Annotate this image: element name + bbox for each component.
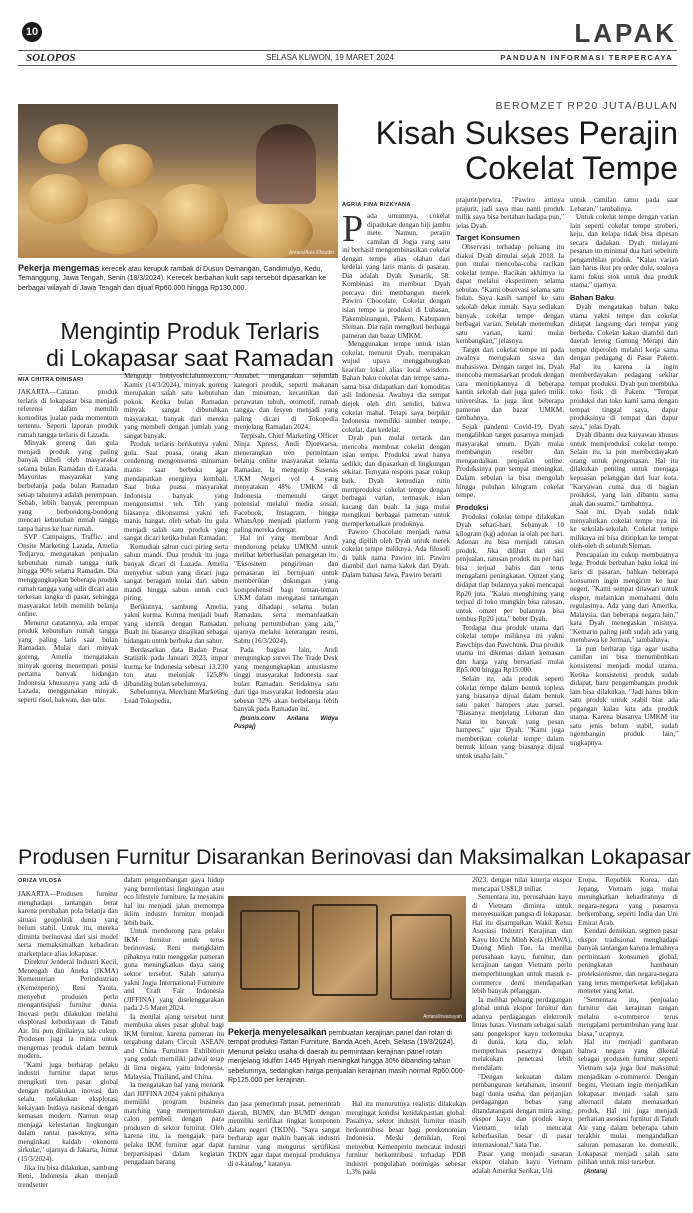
photo-person	[256, 124, 316, 204]
paragraph: Berdasarkan data Badan Pusat Statistik pada Januari 2023, impor kurma ke Indonesia sebesar 13.230 ton atau melonjak 125,8% dibanding bulan sebelumnya.	[124, 645, 228, 688]
headline-line: Kisah Sukses Perajin	[375, 115, 678, 151]
paragraph: dalam pengembangan gaya hidup yang berorientasi lingkungan atau eco lifestyle furniture. Ia meyakini hal itu menjadi jalan memompa iklim industri furnitur menjadi lebih baik.	[124, 876, 224, 927]
story-headline	[40, 318, 340, 372]
headline-line: Mengintip Produk Terlaris	[60, 318, 320, 344]
newspaper-brand: SOLOPOS	[26, 52, 76, 64]
article-column	[578, 876, 678, 1208]
paragraph: Kemudian sabun cuci piring serta sabun mandi. Dua produk itu juga banyak dicari di Lazada. Amelia menyebut sabun yang dicari juga sangat beragam mulai dari sabun mandi hingga sabun untuk cuci piring.	[124, 542, 228, 603]
photo-bowl	[98, 144, 153, 189]
photo-frame	[390, 914, 452, 1000]
dateline: SELASA KLIWON, 19 MARET 2024	[266, 53, 394, 62]
paragraph: Produksi cokelat tempe dilakukan Dyah sehari-hari. Sebanyak 10 kilogram (kg) adonan ia olah per hari. Adonan itu bisa menjadi ratusan produk. Jika dilihat dari sisi penjualan, ratusan produk itu per hari bisa terjual habis dan terus mengalami peningkatan. Omzet yang didapat tiap bulannya yakni mencapai Rp20 juta. "Kalau menghitung yang terjual di toko mungkin bisa ratusan, untuk omzet per bulannya bisa tembus Rp20 juta," beber Dyah.	[456, 512, 564, 624]
paragraph: Eropa, Republik Korea, dan Jepang. Vietnam juga mulai meningkatkan kehadirannya di negara-negara yang pasarnya berkembang, seperti India dan Uni Emirat Arab.	[578, 876, 678, 927]
paragraph: Ia pun berharap tiga agar usaha camilan ini bisa menumbuhkan konsistensi menjadi modal utama. Ketika konsistensi produk sudah didapat, baru pengembangan produk lain bisa dilakukan. "Jadi harus bikin satu produk untuk stabil biar ada pegangan kalau kita ada produk utama. Karena biasanya UMKM itu satu jenis belum stabil, sudah ngembangin produk lain," ungkapnya.	[570, 644, 678, 747]
article-column	[124, 372, 228, 833]
paragraph: "Dengan kekuatan dalam pembangunan ketahanan, insentif bagi dunia usaha, dan perjanjian perdagangan bebas yang ditandatangani dengan mitra asing, ekspor kayu dan produk kayu Vietnam telah mencatat keberhasilan besar di pasar internasional," kata Tue.	[472, 1072, 572, 1149]
story-headline: Produsen Furnitur Disarankan Berinovasi dan Maksimalkan Lokapasar	[18, 845, 691, 869]
photo-frame	[240, 910, 300, 990]
paragraph: Terpisah, Chief Marketing Officer Ninja Xpress, Andi Djoewarsa, menerangkan tren permintaan belanja online masyarakat selama Ramadan. Ia mengutip Susenas UKM Negeri vol 4 yang menyatakan 48% UMKM di Indonesia memenuhi target potensial melalui media sosial, Facebook, Instagram, hingga WhatsApp menjadi platform yang paling mereka dengar.	[234, 431, 338, 534]
paragraph: SVP Campaigns, Traffic, and Onsite Marketing Lazada, Amelia Tedjaryo, mengatakan penjualan kebutuhan rumah tangga naik hingga 90% selama Ramadan. Dia menggungkapkan beberapa produk rumah tangga yang sulit dicari atau terkesan langka di pasar, sehingga masyarakat lebih memilih belanja online.	[18, 533, 118, 619]
paragraph: Saat ini, Dyah sudah tidak menyalurkan cokelat tempe nya ini ke sekolah-sekolah. Cokelat tempe miliknya ini bisa dititipkan ke tempat oleh-oleh di seluruh Sleman.	[570, 508, 678, 551]
caption-lead: Pekerja mengemas	[18, 263, 100, 273]
paragraph: Ia menilai ajang tersebut turut membuka akses pasar global bagi IKM furnitur, karena pameran itu tergabung dalam Circuit ASEAN and China Furniture Exhibition yang sudah memiliki jadwal tetap di lima negara, yaitu Indonesia, Malaysia, Thailand, and China.	[124, 1012, 224, 1081]
paragraph: Sebelumnya, Merchant Marketing Lead Tokopedia,	[124, 688, 228, 705]
story-headline	[350, 116, 678, 186]
story-sign: (bisnis.com/	[240, 715, 276, 722]
paragraph: Observasi terhadap peluang itu diakui Dyah dimulai sejak 2018. Ia pun mulai mencoba-coba racikan cokelat tempe. Racikan akhirnya ia dapat melalui eksperimen selama sebulan. "Kami observasi selama satu bulan. Saya kasih sampel ke satu sekolah dekat rumah. Saya sediakan banyak cokelat tempe dengan berbagai varian. Setelah menemukan satu varian, kami mulai kembangkan," jelasnya.	[456, 243, 564, 346]
paragraph: JAKARTA—Produsen furnitur menghadapi tantangan berat karena perubahan pola belanja dan situasi geopolitik dunia yang belum stabil. Untuk itu, mereka diminta berinovasi dari sisi model serta memaksimalkan kehadiran marketplace alias lokapasar.	[18, 890, 118, 958]
paragraph: 2023, dengan nilai kinerja ekspor mencapai US$1,8 miliar.	[472, 876, 572, 893]
article-column	[346, 1100, 466, 1208]
paragraph: Selain itu, ada produk seperti cokelat tempe dalam bentuk topless yang biasanya dijual dalam bentuk satu paket hampers atau parsel. "Biasanya menjelang Lebaran dan Natal itu banyak yang pesan hampers," ujar Dyah. "Kami juga memberikan cokelat tempe dalam bentuk kiloan yang biasanya dijual untuk usaha lain."	[456, 674, 564, 760]
photo-caption	[228, 1026, 466, 1086]
paragraph: Ia mengatakan hal yang menarik dari JIFFINA 2024 yakni pihaknya memiliki program business matching yang mempertemukan calon pembeli dengan para produsen di sektor furnitur. Oleh karena itu, ia mengajak para pelaku IKM furnitur agar dapat berpartisipasi dalam kegiatan pengadaan barang	[124, 1081, 224, 1167]
page-number: 10	[22, 22, 42, 42]
paragraph: ada umumnya, cokelat dipadukan dengan biji jambu mete. Namun, perajin camilan di Jogja yang satu ini berhasil mengombinasikan cokelat dengan tempe alias olahan dari kedelai yang laris manis di pasaran. Dia adalah Dyah Sunarik, 58. Kombinasi itu membuat Dyah percaya diri membangun merek Pawiro Chocolate. Cokelat dengan isian tempe ia produksi di Lubasan, Pakembinangun, Pakem, Kabupaten Sleman. Dia rajin mengikuti berbagai pameran dan bazar UMKM.	[342, 212, 450, 340]
story-kicker: BEROMZET RP20 JUTA/BULAN	[495, 100, 678, 112]
paragraph: Produk terlaris berikutnya yakni gula. Saat puasa, orang akan cenderung mengonsumsi minuman manis saat berbuka agar mendapatkan energinya kembali. Saat buka puasa masyarakat Indonesia banyak yang mengonsumsi teh. Teh yang biasanya dikonsumsi yakni teh manis hangat, oleh sebab itu gula menjadi salah satu produk yang sangat dicari ketika bulan Ramadan.	[124, 440, 228, 543]
headline-line: di Lokapasar saat Ramadan	[46, 345, 334, 371]
paragraph: Kendati demikian, segmen pasar ekspor tradisional menghadapi banyak tantangan karena lemahnya permintaan konsumen global, peningkatan hambatan proteksionisme, dan negara-negara yang terus memperketat kebijakan moneter yang ketat.	[578, 927, 678, 996]
paragraph: Pawiro Chocolate menjadi nama yang dipilih oleh Dyah untuk merek cokelat tempe miliknya. Ada filosofi di balik nama Pawiro ini. Pawiro diambil dari nama kakek dari Dyah. Dalam bahasa Jawa, Pawiro berarti	[342, 528, 450, 579]
photo-rattan-workers	[228, 896, 466, 1022]
paragraph: untuk camilan tamu pada saat Lebaran," tambahnya.	[570, 196, 678, 213]
drop-cap: P	[342, 212, 364, 250]
paragraph: Berikutnya, sambung Amelia, yakni kurma. Kurma menjadi buah yang identik dengan Ramadan. Buah ini biasanya disajikan sebagai hidangan untuk berbuka dan sahur.	[124, 602, 228, 645]
caption-lead: Pekerja menyelesaikan	[228, 1027, 327, 1037]
article-column	[342, 212, 450, 832]
story-byline: AGRIA FINA RIZKYANA	[342, 202, 411, 208]
brand-row	[18, 50, 677, 66]
masthead	[0, 0, 693, 72]
article-column	[570, 196, 678, 832]
paragraph	[234, 714, 338, 731]
story-byline: MIA CHITRA DINISARI	[18, 377, 84, 383]
paragraph: Dyah dibantu dua karyawan khusus untuk memproduksi cokelat tempe. Selain itu, ia pun memberdayakan orang untuk pengemasan. Hal itu dilakukan penting untuk menjaga kepuasan pelanggan dari luar kota. "Karyawan cuma dua di bagian produksi, yang lain dibantu sama anak dan suami," tambahnya.	[570, 431, 678, 508]
subheading: Produksi	[456, 502, 489, 512]
article-column	[124, 876, 224, 1208]
caption-text: kerecek atau kerupuk rambak di Dusun Demangan, Candimulyo, Kedu, Temanggung, Jawa Tengah, Senin (18/3/2024). Kerecek berbahan kulit sapi tersebut dipasarkan ke berbagai wilayah di Jawa Tengah dan dijual Rp60.000 hingga Rp130.000.	[18, 266, 327, 292]
paragraph: Minyak goreng dan gula menjadi produk yang paling banyak dibeli oleh masyarakat selama bulan Ramadan di Lazada. Mayoritas masyarakat yang berbelanja pada bulan Ramadan setiap tahunnya adalah perempuan. Sebab, lebih banyak perempuan yang berbondong-bondong mencari kebutuhan rumah tangga tanpa harus ke luar rumah.	[18, 439, 118, 533]
story-sign: (Antara)	[584, 1168, 608, 1175]
paragraph: Pasar yang menjadi sasaran ekspor olahan kayu Vietnam adalah Amerika Serikat, Uni	[472, 1149, 572, 1175]
headline-line: Cokelat Tempe	[465, 150, 678, 186]
paragraph: Direktur Jenderal Industri Kecil, Menengah dan Aneka (IKMA) Kementerian Perindustrian (Kemenperin), Reni Yanita, menyebut produsen perlu mengantisipasi furnitur dunia. Inovasi perlu dilakukan melalui eksplorasi kebudayaan di Tanah Air. Itu pun dinilainya tak cukup. Produsen juga ia minta untuk mengemas produk dalam bentuk modern.	[18, 958, 118, 1061]
photo-bowl	[28, 174, 88, 224]
paragraph: dan jasa pemerintah pusat, pemerintah daerah, BUMN, dan BUMD dengan memiliki sertifikat tingkat komponen dalam negeri (TKDN). "Saya sangat berharap agar makin banyak industri furnitur yang mengurus sertifikasi TKDN agar dapat menjual produknya di e-katalog," katanya.	[228, 1100, 340, 1168]
paragraph: "Kami juga berharap pelaku industri furnitur dapat terus mengikuti tren pasar global dengan melakukan inovasi dan selalu melakukan eksplorasi kekayaan budaya nasional dengan kemasan modern. Namun tetap menjaga kelestarian lingkungan dalam rantai pasoknya, serta menginkati kaidah ekonomi sirkular," ujarnya di Jakarta, Jumat (15/3/2024).	[18, 1060, 118, 1163]
article-column	[228, 1100, 340, 1208]
paragraph: Untuk mendorong para pelaku IKM furnitur untuk terus berinovasi, Reni mengklaim pihaknya rutin menggelar pameran guna meningkatkan daya saing sektor tersebut. Salah satunya yakni Jogja International Furniture and Craft Fair Indonesia (JIFFINA) yang diselenggarakan pada 2-5 Maret 2024.	[124, 927, 224, 1013]
paragraph: Terdapat dua produk utama dari cokelat tempe miliknya ini yakni Pawchips dan Pawchunk. Dua produk utama ini dikemas dalam kemasan dan harga yang bervariasi mulai Rp5.000 hingga Rp15.000.	[456, 623, 564, 675]
caption-text: pembuatan kerajinan panel dari rotan di tempat produksi Tattan Furniture, Banda Aceh, Aceh, Selasa (19/3/2024). Menurut pelaku usaha di daerah itu permintaan kerajinan panel rotan menjelang Idulfitri 1445 Hijriyah meningkat hingga 30% dibanding tahun sebelumnya, sedangkan harga penjualan kerajinan masih normal Rp60.000-Rp125.000 per kerajinan.	[228, 1030, 465, 1085]
photo-frame	[312, 904, 378, 996]
photo-credit: Antara/Anis Efizudin	[288, 250, 334, 256]
paragraph: Dyah mengatakan bahan baku utama yakni tempe dan cokelat didapat langsung dari tempat yang berbeda. Cokelat kakao diambil dari daerah lereng Gunung Merapi dan tempe diperoleh melalui kerja sama dengan pedagang di Pasar Pakem. Hal itu karena ia ingin memberdayakan pedagang sekitar tempat produksi. Dyah pun membuka toko fisik di Pakem. "Tempat produksi dan toko kami sama dengan tempat tinggal saya, dapur produksinya di tempat dari dapur saya," jelas Dyah.	[570, 303, 678, 431]
photo-caption	[18, 262, 338, 293]
photo-credit: Antara/Irwansyah	[423, 1014, 462, 1020]
paragraph: JAKARTA—Catatan produk terlaris di lokapasar bisa menjadi referensi dalam memilih komoditas jualan pada momentum tertentu. Seperti laporan produk rumah tangga terlaris di Lazada.	[18, 388, 118, 439]
paragraph: Sejak pandemi Covid-19, Dyah mengalihkan target pasarnya menjadi masyarakat umum. Dyah mulai membangun reseller dan mengandalkan penjualan online. Produksinya pun sempat meningkat. Dalam sebulan ia bisa mengolah hingga puluhan kilogram cokelat tempe.	[456, 422, 564, 500]
divider	[18, 874, 678, 875]
paragraph: Dyah pun mulai tertarik dan mencoba membuat cokelat dengan isian tempe. Produksi awal hanya sedikit, dan dipasarkan di lingkungan sekitar. Ternyata respons pasar cukup baik. Dyah kemudian rutin memproduksi cokelat tempe dengan berbagai varian, termasuk isian kacang dan buah. Ia juga mulai mengikuti berbagai pameran untuk memperkenalkan produknya.	[342, 434, 450, 528]
article-column	[18, 388, 118, 833]
paragraph: Ia melihat peluang perdagangan global untuk ekspor furnitur dan adanya perdagangan elektronik lintas batas. Vietnam sebagai salah satu pengekspor kayu terkemuka di dunia, kata dia, telah memperluas pasarnya dengan melakukan penetrasi lebih mendalam.	[472, 995, 572, 1073]
tagline: PANDUAN INFORMASI TERPERCAYA	[500, 53, 673, 62]
subheading: Bahan Baku	[570, 293, 614, 303]
article-column	[234, 372, 338, 833]
paragraph: Pencapaian itu cukup membuatnya lega. Produk berbahan baku lokal ini laris di pasaran, bahkan beberapa konsumen ingin mengirim ke luar negeri. "Kami sempat ditawari untuk ekspor, melainkan memahami dulu regulasinya. Ada yang dari Amerika, Malaysia, dan beberapa negara lain," kata Dyah menegaskan misinya. "Kemarin paling jauh sudah ada yang membawa ke Jerman," tambahnya.	[570, 550, 678, 645]
photo-bowl	[78, 199, 158, 254]
paragraph: Sementara itu, perusahaan kayu di Vietnam diminta untuk menyesuaikan pangsa di lokapasar. Hal itu disampaikan Wakil Ketua Asosiasi Industri Kerajinan dan Kayu Ho Chi Minh Kota (HAWA), Duong Minh Tue. Ia menilai perusahaan kayu, furnitur, dan kerajinan tangan Vietnam perlu memperhitungkan untuk masuk e-commerce demi mendapatkan lebih banyak pelanggan.	[472, 893, 572, 996]
paragraph: Untuk cokelat tempe dengan varian lain seperti cokelat tempe stroberi, keju, dan kelapa tidak bisa dipesan secara dadakan. Dyah melayani pesanan itu minimal dua hari sebelum pengambilan produk. "Kalau varian lain harus ikut pre order dulu, soalnya kami fokus stok untuk dua produk utama," ujarnya.	[570, 213, 678, 290]
article-column	[18, 890, 118, 1208]
paragraph: Hal itu menjadi gambaran bahwa negara yang dikenal sebagai produsen furnitur seperti Vietnam saja juga ikut maksimal menjadikan e-commerce. Dengan begitu, Vietnam ingin menjadikan lokapasar menjadi salah satu alternatif dalam memasarkan produk. Hal ini juga menjadi perhatian asosiasi furnitur di Tanah Air yang dalam beberapa tahun terakhir mulai mengandalkan saluran pemasaran ke domestik. Lokapasar menjadi salah satu pilihan untuk misi tersebut.	[578, 1038, 678, 1167]
paragraph: Mengutip hobiyoshi.laluntee.com, Kamis (14/3/2024), minyak goreng merupakan salah satu kebutuhan pokok. Ketika bulan Ramadan minyak sangat dibutuhkan masyarakat, banyak dari mereka yang membeli dengan jumlah yang sangat banyak.	[124, 372, 228, 440]
paragraph: prajurit/perwira. "Pawiro artinya prajurit, jadi saya mau nanti produk milik saya bisa bertahan hadapa pun," jelas Dyah.	[456, 196, 564, 230]
article-column	[472, 876, 572, 1208]
story-sign: Anitana Widya Puspaj)	[234, 715, 338, 731]
paragraph: Menggunakan tempe untuk isian cokelat, menurut Dyah, merupakan wujud upaya menggabungkan kearifan lokal alias local wisdom. Bahan baku cokelat dan tempe sama-sama bisa didapatkan dari komoditas asli Indonesia. Awalnya dia sempat diejek oleh diri sendiri, bahwa cokelat mahal. Tetapi saya berpikir Indonesia memiliki sumber tempe, cokelat, dan kedelai.	[342, 340, 450, 434]
paragraph: Hal ini yang membuat Andi mendorong pelaku UMKM untuk melihat keberhasilan penargetan itu. "Eksositem pengiriman dan pemasaran ini bertujuan untuk memberikan dukungan yang komprehensif bagi teman-teman UKM dalam mengatasi tantangan yang dihadapi selama bulan Ramadan, serta memanfaatkan peluang pertumbuhan yang ada," ujarnya melalui keterangan resmi, Sabtu (16/3/2024).	[234, 534, 338, 645]
story-byline: ORIZA VILOSA	[18, 878, 62, 884]
paragraph: Target dari cokelat tempe ini pada awalnya merupakan siswa dan mahasiswa. Dengan target ini, Dyah mencoba memasarkan produk dengan cara menitipkannya di beberapa kantin sekolah dan juga galeri milik universitas. Ia juga ikut beberapa pameran dan bazar UMKM, tambahnya.	[456, 345, 564, 423]
paragraph: "Sementara itu, penjualan furnitur dan kerajinan tangan melalui e-commerce terus mengalami pertumbuhan yang luar biasa," ucapnya.	[578, 995, 678, 1038]
section-rubric: LAPAK	[574, 18, 677, 48]
paragraph: Menurut catatannya, ada empat produk kebutuhan rumah tangga yang paling laris saat bulan Ramadan. Mulai dari minyak goreng, Amelia mengatakan minyak goreng menempati posisi pertama banyak hidangan Indonesia khususnya yang ada di Lazada, menggunakan minyak, seperti risol, bakwan, dan tahu.	[18, 618, 118, 704]
photo-kerecek-workers	[18, 104, 338, 258]
article-column	[456, 196, 564, 832]
photo-bowl	[158, 184, 228, 244]
paragraph: Pada bagian lain, Andi mengungkap survei The Trade Desk yang mengungkapkan antusiasme tinggi masyarakat Indonesia saat bulan Ramadan. Setidaknya satu dari tiga masyarakat Indonesia atau sebesar 32% akan berbelanja lebih banyak pada Ramadan ini.	[234, 645, 338, 714]
photo-bowl	[38, 124, 88, 164]
paragraph: Annabel, mengatakan sejumlah kategori produk, seperti makanan dan minuman, kecantikan dan perawatan tubuh, otomotif, rumah tangga, dan fesyen menjadi yang paling dicari di Tokopedia menjelang Ramadan 2024.	[234, 372, 338, 432]
paragraph: Jika itu bisa dilakukan, sambung Reni, Indonesia akan menjadi trendsetter	[18, 1163, 118, 1189]
subheading: Target Konsumen	[456, 233, 520, 243]
paragraph	[578, 1167, 678, 1176]
paragraph: Hal itu menurutnya realistis dilakukan mengingat kondisi ketidakpastian global. Pasalnya, sektor industri furnitur masih berkontribusi besar bagi perekonomian Indonesia. Meski demikian, Reni menyebut Kemenperin mencatat industri furnitur berkontribusi terhadap PDB industri pengolahan nonmigas sebesar 1,3% pada	[346, 1100, 466, 1177]
